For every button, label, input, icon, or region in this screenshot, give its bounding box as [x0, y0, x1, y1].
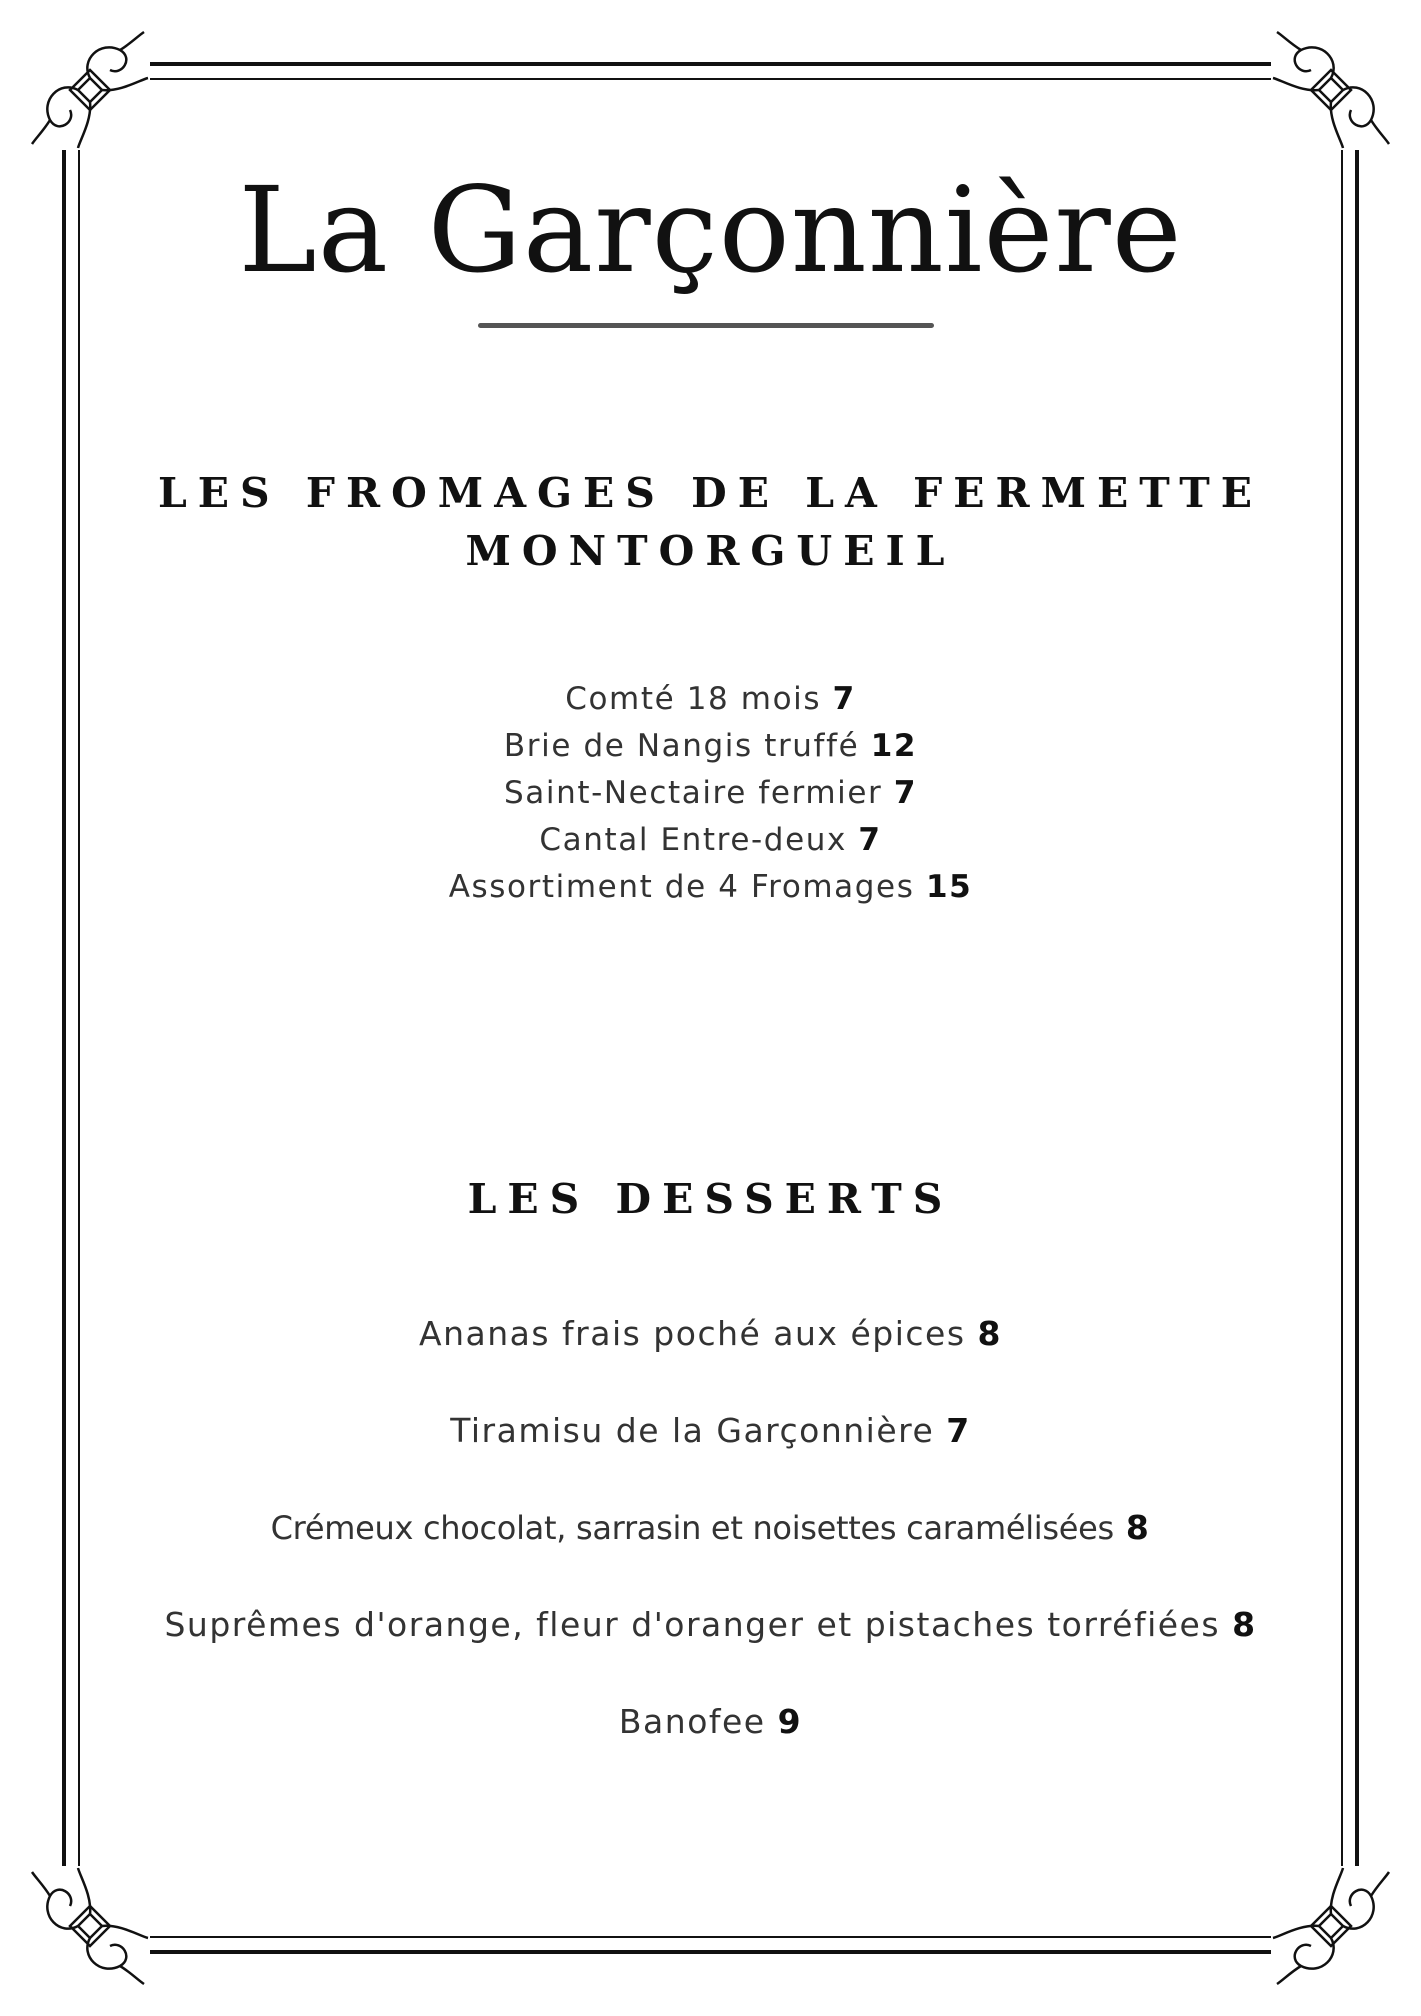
menu-item-price: 8 [1125, 1508, 1151, 1547]
cheese-heading-line-1: LES FROMAGES DE LA FERMETTE [157, 469, 1264, 517]
menu-item-name: Comté 18 mois [565, 681, 822, 717]
menu-item [0, 1601, 1421, 1698]
menu-item-name: Ananas frais poché aux épices [419, 1314, 966, 1353]
menu-item-price: 7 [832, 681, 856, 717]
cheese-item-list [0, 676, 1421, 911]
menu-item [0, 817, 1421, 864]
corner-ornament-icon [1271, 30, 1391, 150]
corner-ornament-icon [30, 30, 150, 150]
menu-item [0, 676, 1421, 723]
dessert-heading-line-1: LES DESSERTS [467, 1175, 954, 1223]
menu-item-name: Tiramisu de la Garçonnière [450, 1411, 935, 1450]
menu-item-name: Saint-Nectaire fermier [504, 775, 883, 811]
menu-item-name: Suprêmes d'orange, fleur d'oranger et pistaches torréfiées [164, 1605, 1221, 1644]
restaurant-title: La Garçonnière [238, 161, 1183, 299]
corner-ornament-icon [1271, 1866, 1391, 1986]
frame-bottom-inner-line [150, 1936, 1271, 1938]
cheese-section-heading [0, 464, 1421, 580]
frame-bottom-outer-line [150, 1950, 1271, 1954]
menu-item-name: Brie de Nangis truffé [503, 728, 860, 764]
menu-item [0, 1504, 1421, 1601]
menu-item-price: 7 [893, 775, 917, 811]
menu-item-price: 8 [1232, 1605, 1257, 1644]
menu-item-name: Banofee [618, 1702, 778, 1741]
menu-item-name: Assortiment de 4 Fromages [448, 869, 915, 905]
title-underline [478, 323, 934, 328]
menu-item-name: Crémeux chocolat, sarrasin et noisettes caramélisées [270, 1509, 1114, 1547]
menu-item [0, 864, 1421, 911]
dessert-item-list [0, 1310, 1421, 1795]
cheese-heading-line-2: MONTORGUEIL [465, 527, 956, 575]
frame-top-inner-line [150, 78, 1271, 80]
menu-item-price: 7 [858, 822, 882, 858]
menu-item [0, 1407, 1421, 1504]
menu-item-name: Cantal Entre-deux [539, 822, 847, 858]
dessert-section-heading [0, 1170, 1421, 1228]
menu-item-price: 12 [870, 728, 918, 764]
menu-item [0, 1698, 1421, 1795]
menu-item [0, 723, 1421, 770]
menu-item-price: 7 [946, 1411, 971, 1450]
menu-item-price: 15 [925, 869, 973, 905]
menu-item-price: 9 [777, 1702, 803, 1741]
menu-item [0, 1310, 1421, 1407]
corner-ornament-icon [30, 1866, 150, 1986]
menu-item-price: 8 [977, 1314, 1002, 1353]
menu-item [0, 770, 1421, 817]
frame-top-outer-line [150, 62, 1271, 66]
